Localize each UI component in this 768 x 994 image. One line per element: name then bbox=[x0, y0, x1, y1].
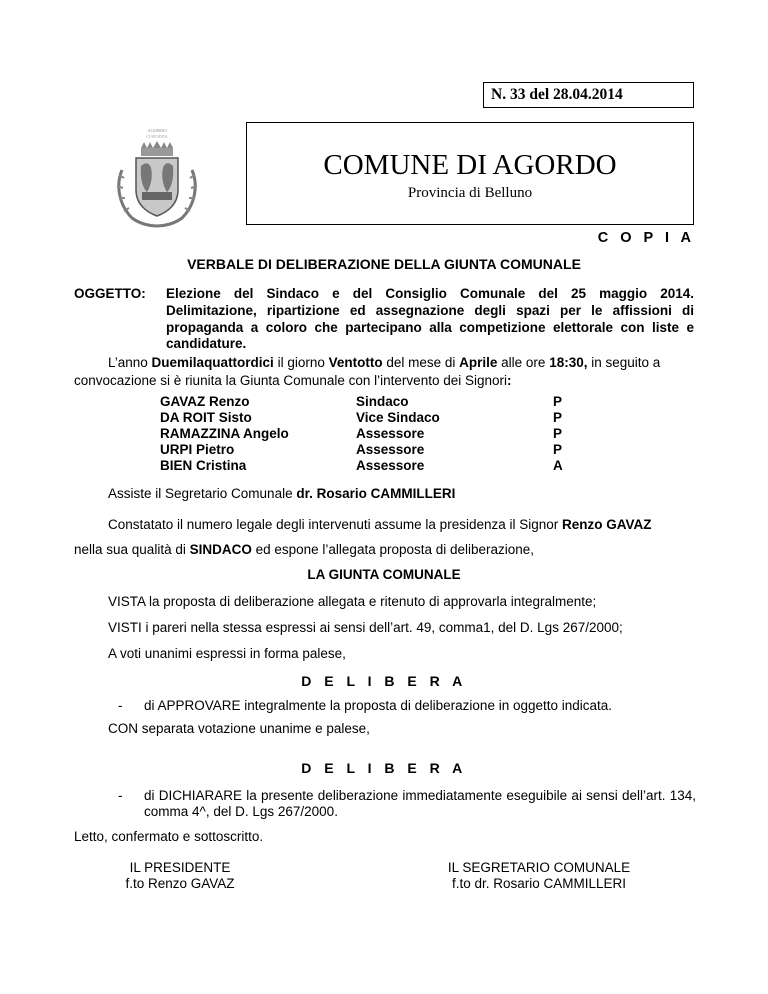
letto-line: Letto, confermato e sottoscritto. bbox=[74, 829, 264, 844]
member-role: Assessore bbox=[356, 426, 425, 441]
delibera-heading: D E L I B E R A bbox=[301, 673, 467, 689]
dash-bullet: - bbox=[118, 698, 123, 713]
svg-text:CUSTODITA: CUSTODITA bbox=[146, 135, 168, 139]
comune-title: COMUNE DI AGORDO bbox=[323, 149, 617, 181]
member-role: Vice Sindaco bbox=[356, 410, 440, 425]
member-status: P bbox=[553, 394, 563, 409]
member-name: URPI Pietro bbox=[160, 442, 235, 457]
presidente-name: f.to Renzo GAVAZ bbox=[125, 876, 235, 891]
dichiarare-item: di DICHIARARE la presente deliberazione immediatamente eseguibile ai sensi dell’art. 134, comma 4^, del D. Lgs 267/2000. bbox=[144, 788, 696, 819]
member-status: A bbox=[553, 458, 563, 473]
approvare-item: di APPROVARE integralmente la proposta di deliberazione in oggetto indicata. bbox=[144, 698, 613, 713]
oggetto-label: OGGETTO: bbox=[74, 286, 146, 301]
segretario-title: IL SEGRETARIO COMUNALE bbox=[447, 860, 631, 875]
visti-line: VISTI i pareri nella stessa espressi ai sensi dell’art. 49, comma1, del D. Lgs 267/2000; bbox=[108, 620, 623, 635]
segretario-signature bbox=[433, 860, 645, 892]
member-role: Assessore bbox=[356, 458, 425, 473]
presidente-title: IL PRESIDENTE bbox=[129, 860, 231, 875]
assiste-line: Assiste il Segretario Comunale dr. Rosario CAMMILLERI bbox=[108, 486, 456, 501]
dash-bullet: - bbox=[118, 788, 123, 803]
copia-label: C O P I A bbox=[597, 230, 695, 246]
segretario-name: f.to dr. Rosario CAMMILLERI bbox=[451, 876, 627, 891]
member-name: BIEN Cristina bbox=[160, 458, 247, 473]
member-name: GAVAZ Renzo bbox=[160, 394, 250, 409]
delibera-number: N. 33 del 28.04.2014 bbox=[483, 82, 694, 108]
member-role: Sindaco bbox=[356, 394, 409, 409]
intro-paragraph: L’anno Duemilaquattordici il giorno Ventotto del mese di Aprile alle ore 18:30, in seguito a convocazione si è riunita la Giunta Comunale con l’intervento dei Signori: bbox=[74, 355, 661, 388]
constatato-paragraph: Constatato il numero legale degli intervenuti assume la presidenza il Signor Renzo GAVAZ nella sua qualità di SINDACO ed espone l’allegata proposta di deliberazione, bbox=[74, 517, 652, 557]
members-table bbox=[0, 394, 768, 476]
member-status: P bbox=[553, 426, 563, 441]
vista-line: VISTA la proposta di deliberazione allegata e ritenuto di approvarla integralmente; bbox=[108, 594, 597, 609]
oggetto-text: Elezione del Sindaco e del Consiglio Comunale del 25 maggio 2014. Delimitazione, ripartizione ed assegnazione degli spazi per le affissioni di propaganda a coloro che partecipano alla competizione elettorale con liste e candidature. bbox=[166, 286, 694, 352]
delibera-heading: D E L I B E R A bbox=[301, 760, 467, 776]
svg-text:AGORDO: AGORDO bbox=[147, 128, 167, 133]
presidente-signature bbox=[100, 860, 260, 892]
provincia-subtitle: Provincia di Belluno bbox=[407, 185, 533, 201]
member-role: Assessore bbox=[356, 442, 425, 457]
document-title: VERBALE DI DELIBERAZIONE DELLA GIUNTA COMUNALE bbox=[187, 256, 581, 272]
voti-line: A voti unanimi espressi in forma palese, bbox=[108, 646, 346, 661]
member-status: P bbox=[553, 410, 563, 425]
giunta-heading: LA GIUNTA COMUNALE bbox=[307, 567, 461, 582]
header-box bbox=[246, 122, 694, 225]
member-name: RAMAZZINA Angelo bbox=[160, 426, 289, 441]
municipal-crest bbox=[110, 122, 204, 230]
member-name: DA ROIT Sisto bbox=[160, 410, 252, 425]
member-status: P bbox=[553, 442, 563, 457]
con-line: CON separata votazione unanime e palese, bbox=[108, 721, 370, 736]
